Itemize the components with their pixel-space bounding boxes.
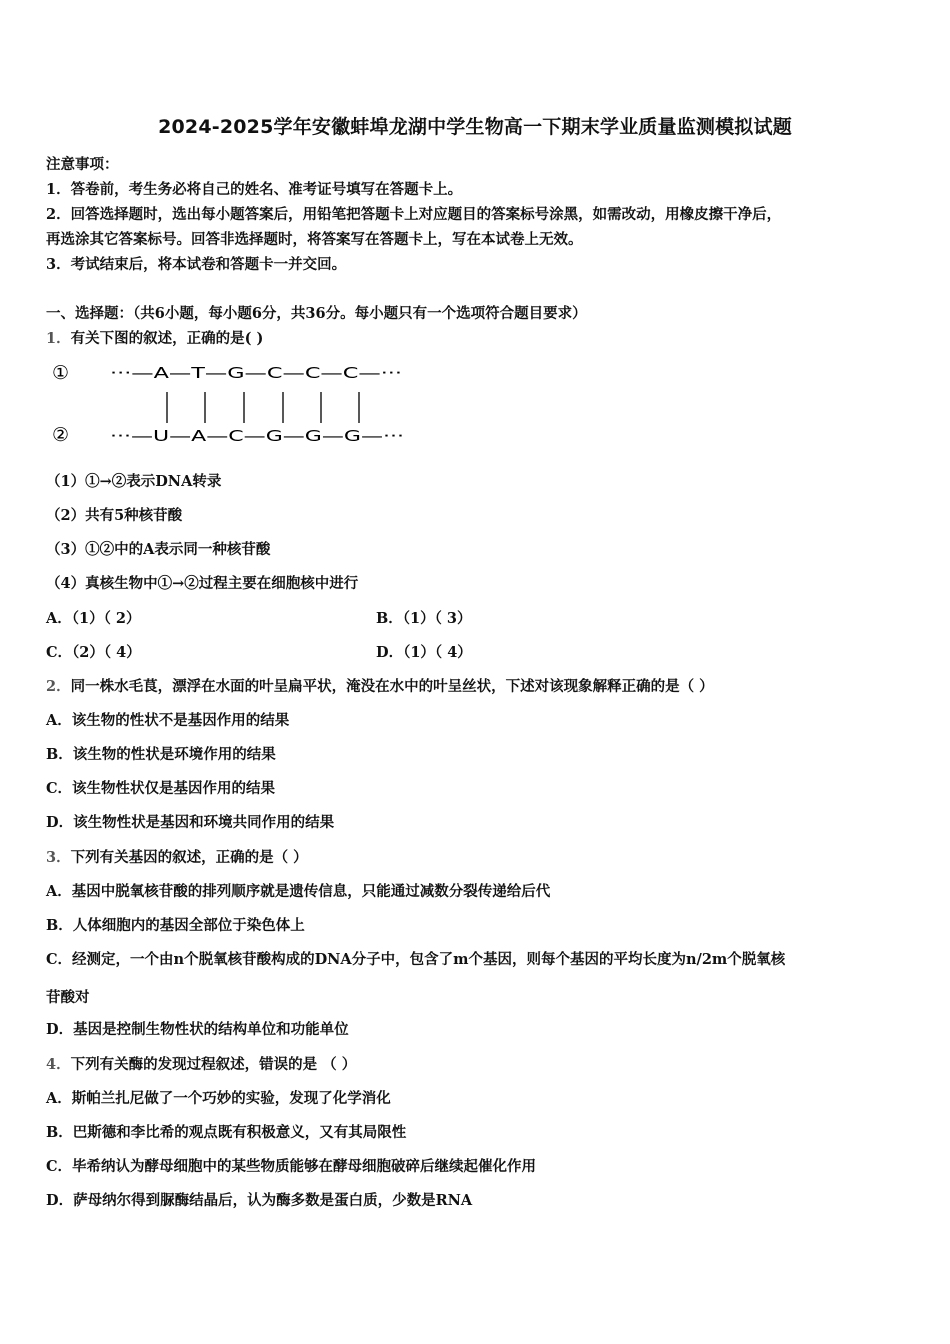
strand-2-label: ② bbox=[52, 424, 70, 446]
q1-stem bbox=[46, 327, 263, 348]
q1-statement-3: （3）①②中的A表示同一种核苷酸 bbox=[46, 541, 271, 558]
q4-stem bbox=[46, 1053, 356, 1074]
notice-item-3: 3．考试结束后，将本试卷和答题卡一并交回。 bbox=[46, 256, 347, 273]
q1-number: 1． bbox=[46, 330, 71, 347]
q4-stem-text: 下列有关酶的发现过程叙述，错误的是 （ ） bbox=[70, 1056, 357, 1073]
strand-1-label: ① bbox=[52, 362, 70, 384]
q4-option-c[interactable]: C．毕希纳认为酵母细胞中的某些物质能够在酵母细胞破碎后继续起催化作用 bbox=[46, 1158, 537, 1175]
q3-option-c[interactable]: C．经测定，一个由n个脱氧核苷酸构成的DNA分子中，包含了m个基因，则每个基因的平均长度为n/2m个脱氧核 bbox=[46, 951, 786, 968]
q2-stem bbox=[46, 675, 714, 696]
q1-strand-diagram bbox=[46, 355, 426, 455]
q1-option-b[interactable]: B．（1）（ 3） bbox=[376, 610, 472, 627]
q2-option-c[interactable]: C．该生物性状仅是基因作用的结果 bbox=[46, 780, 276, 797]
q1-stem-text: 有关下图的叙述，正确的是( ) bbox=[70, 330, 264, 347]
q1-option-d[interactable]: D．（1）（ 4） bbox=[376, 644, 472, 661]
q1-option-c[interactable]: C．（2）（ 4） bbox=[46, 644, 141, 661]
q1-statement-1: （1）①→②表示DNA转录 bbox=[46, 473, 222, 490]
strand-2-sequence: ···—U—A—C—G—G—G—··· bbox=[110, 427, 404, 445]
q4-option-d[interactable]: D．萨母纳尔得到脲酶结晶后，认为酶多数是蛋白质，少数是RNA bbox=[46, 1192, 473, 1209]
q2-option-b[interactable]: B．该生物的性状是环境作用的结果 bbox=[46, 746, 276, 763]
exam-title: 2024-2025学年安徽蚌埠龙湖中学生物高一下期末学业质量监测模拟试题 bbox=[158, 116, 792, 138]
q4-number: 4． bbox=[46, 1056, 71, 1073]
q2-number: 2． bbox=[46, 678, 71, 695]
q2-stem-text: 同一株水毛茛，漂浮在水面的叶呈扁平状，淹没在水中的叶呈丝状，下述对该现象解释正确的是（ ） bbox=[70, 678, 714, 695]
q1-statement-2: （2）共有5种核苷酸 bbox=[46, 507, 183, 524]
q3-option-d[interactable]: D．基因是控制生物性状的结构单位和功能单位 bbox=[46, 1021, 349, 1038]
strand-1-sequence: ···—A—T—G—C—C—C—··· bbox=[110, 364, 402, 382]
q3-stem-text: 下列有关基因的叙述，正确的是（ ） bbox=[70, 849, 308, 866]
q3-option-c-cont: 苷酸对 bbox=[46, 989, 90, 1006]
q1-option-a[interactable]: A．（1）（ 2） bbox=[46, 610, 141, 627]
notice-item-1: 1．答卷前，考生务必将自己的姓名、准考证号填写在答题卡上。 bbox=[46, 181, 463, 198]
q4-option-b[interactable]: B．巴斯德和李比希的观点既有积极意义，又有其局限性 bbox=[46, 1124, 407, 1141]
q3-stem bbox=[46, 846, 308, 867]
notice-heading: 注意事项： bbox=[46, 156, 119, 173]
notice-item-2: 2．回答选择题时，选出每小题答案后，用铅笔把答题卡上对应题目的答案标号涂黑，如需改动，用橡皮擦干净后， bbox=[46, 206, 782, 223]
section-heading: 一、选择题：（共6小题，每小题6分，共36分。每小题只有一个选项符合题目要求） bbox=[46, 305, 587, 322]
q2-option-d[interactable]: D．该生物性状是基因和环境共同作用的结果 bbox=[46, 814, 335, 831]
q1-statement-4: （4）真核生物中①→②过程主要在细胞核中进行 bbox=[46, 575, 359, 592]
notice-item-2-cont: 再选涂其它答案标号。回答非选择题时，将答案写在答题卡上，写在本试卷上无效。 bbox=[46, 231, 583, 248]
q2-option-a[interactable]: A．该生物的性状不是基因作用的结果 bbox=[46, 712, 290, 729]
q4-option-a[interactable]: A．斯帕兰扎尼做了一个巧妙的实验，发现了化学消化 bbox=[46, 1090, 391, 1107]
q3-option-a[interactable]: A．基因中脱氧核苷酸的排列顺序就是遗传信息，只能通过减数分裂传递给后代 bbox=[46, 883, 551, 900]
q3-number: 3． bbox=[46, 849, 71, 866]
q3-option-b[interactable]: B．人体细胞内的基因全部位于染色体上 bbox=[46, 917, 305, 934]
